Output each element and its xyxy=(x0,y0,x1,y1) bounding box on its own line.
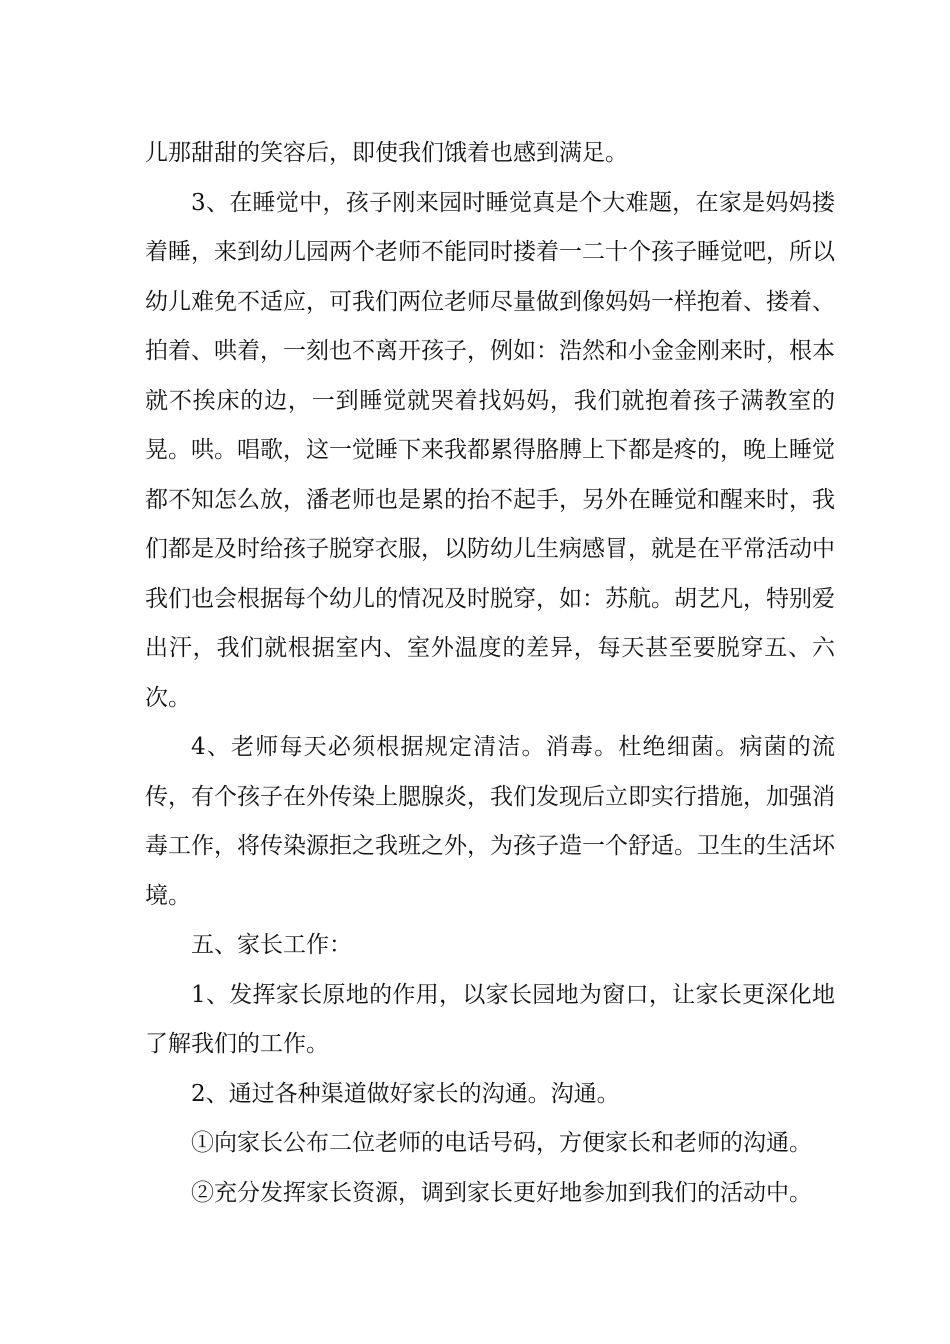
paragraph-phone-numbers: ①向家长公布二位老师的电话号码，方便家长和老师的沟通。 xyxy=(191,1130,812,1156)
paragraph-parent-resources: ②充分发挥家长资源，调到家长更好地参加到我们的活动中。 xyxy=(191,1179,812,1206)
paragraph-sleep: 3、在睡觉中，孩子刚来园时睡觉真是个大难题，在家是妈妈搂着睡，来到幼儿园两个老师不能同时搂着一二十个孩子睡觉吧，所以幼儿难免不适应，可我们两位老师尽量做到像妈妈一样抱着、搂着、拍着、哄着，一刻也不离开孩子，例如：浩然和小金金刚来时，根本就不挨床的边，一到睡觉就哭着找妈妈，我们就抱着孩子满教室的晃。哄。唱歌，这一觉睡下来我都累得胳膊上下都是疼的，晚上睡觉都不知怎么放，潘老师也是累的抬不起手，另外在睡觉和醒来时，我们都是及时给孩子脱穿衣服，以防幼儿生病感冒，就是在平常活动中我们也会根据每个幼儿的情况及时脱穿，如：苏航。胡艺凡，特别爱出汗，我们就根据室内、室外温度的差异，每天甚至要脱穿五、六次。 xyxy=(145,189,835,711)
paragraph-hygiene: 4、老师每天必须根据规定清洁。消毒。杜绝细菌。病菌的流传，有个孩子在外传染上腮腺炎，我们发现后立即实行措施，加强消毒工作，将传染源拒之我班之外，为孩子造一个舒适。卫生的生活坏境。 xyxy=(145,734,835,909)
document-body xyxy=(145,129,835,1218)
paragraph-communication: 2、通过各种渠道做好家长的沟通。沟通。 xyxy=(191,1080,620,1107)
paragraph-parent-garden: 1、发挥家长原地的作用，以家长园地为窗口，让家长更深化地了解我们的工作。 xyxy=(145,981,835,1057)
paragraph-continuation: 儿那甜甜的笑容后，即使我们饿着也感到满足。 xyxy=(145,140,628,166)
section-heading-parent-work: 五、家长工作： xyxy=(191,932,352,958)
